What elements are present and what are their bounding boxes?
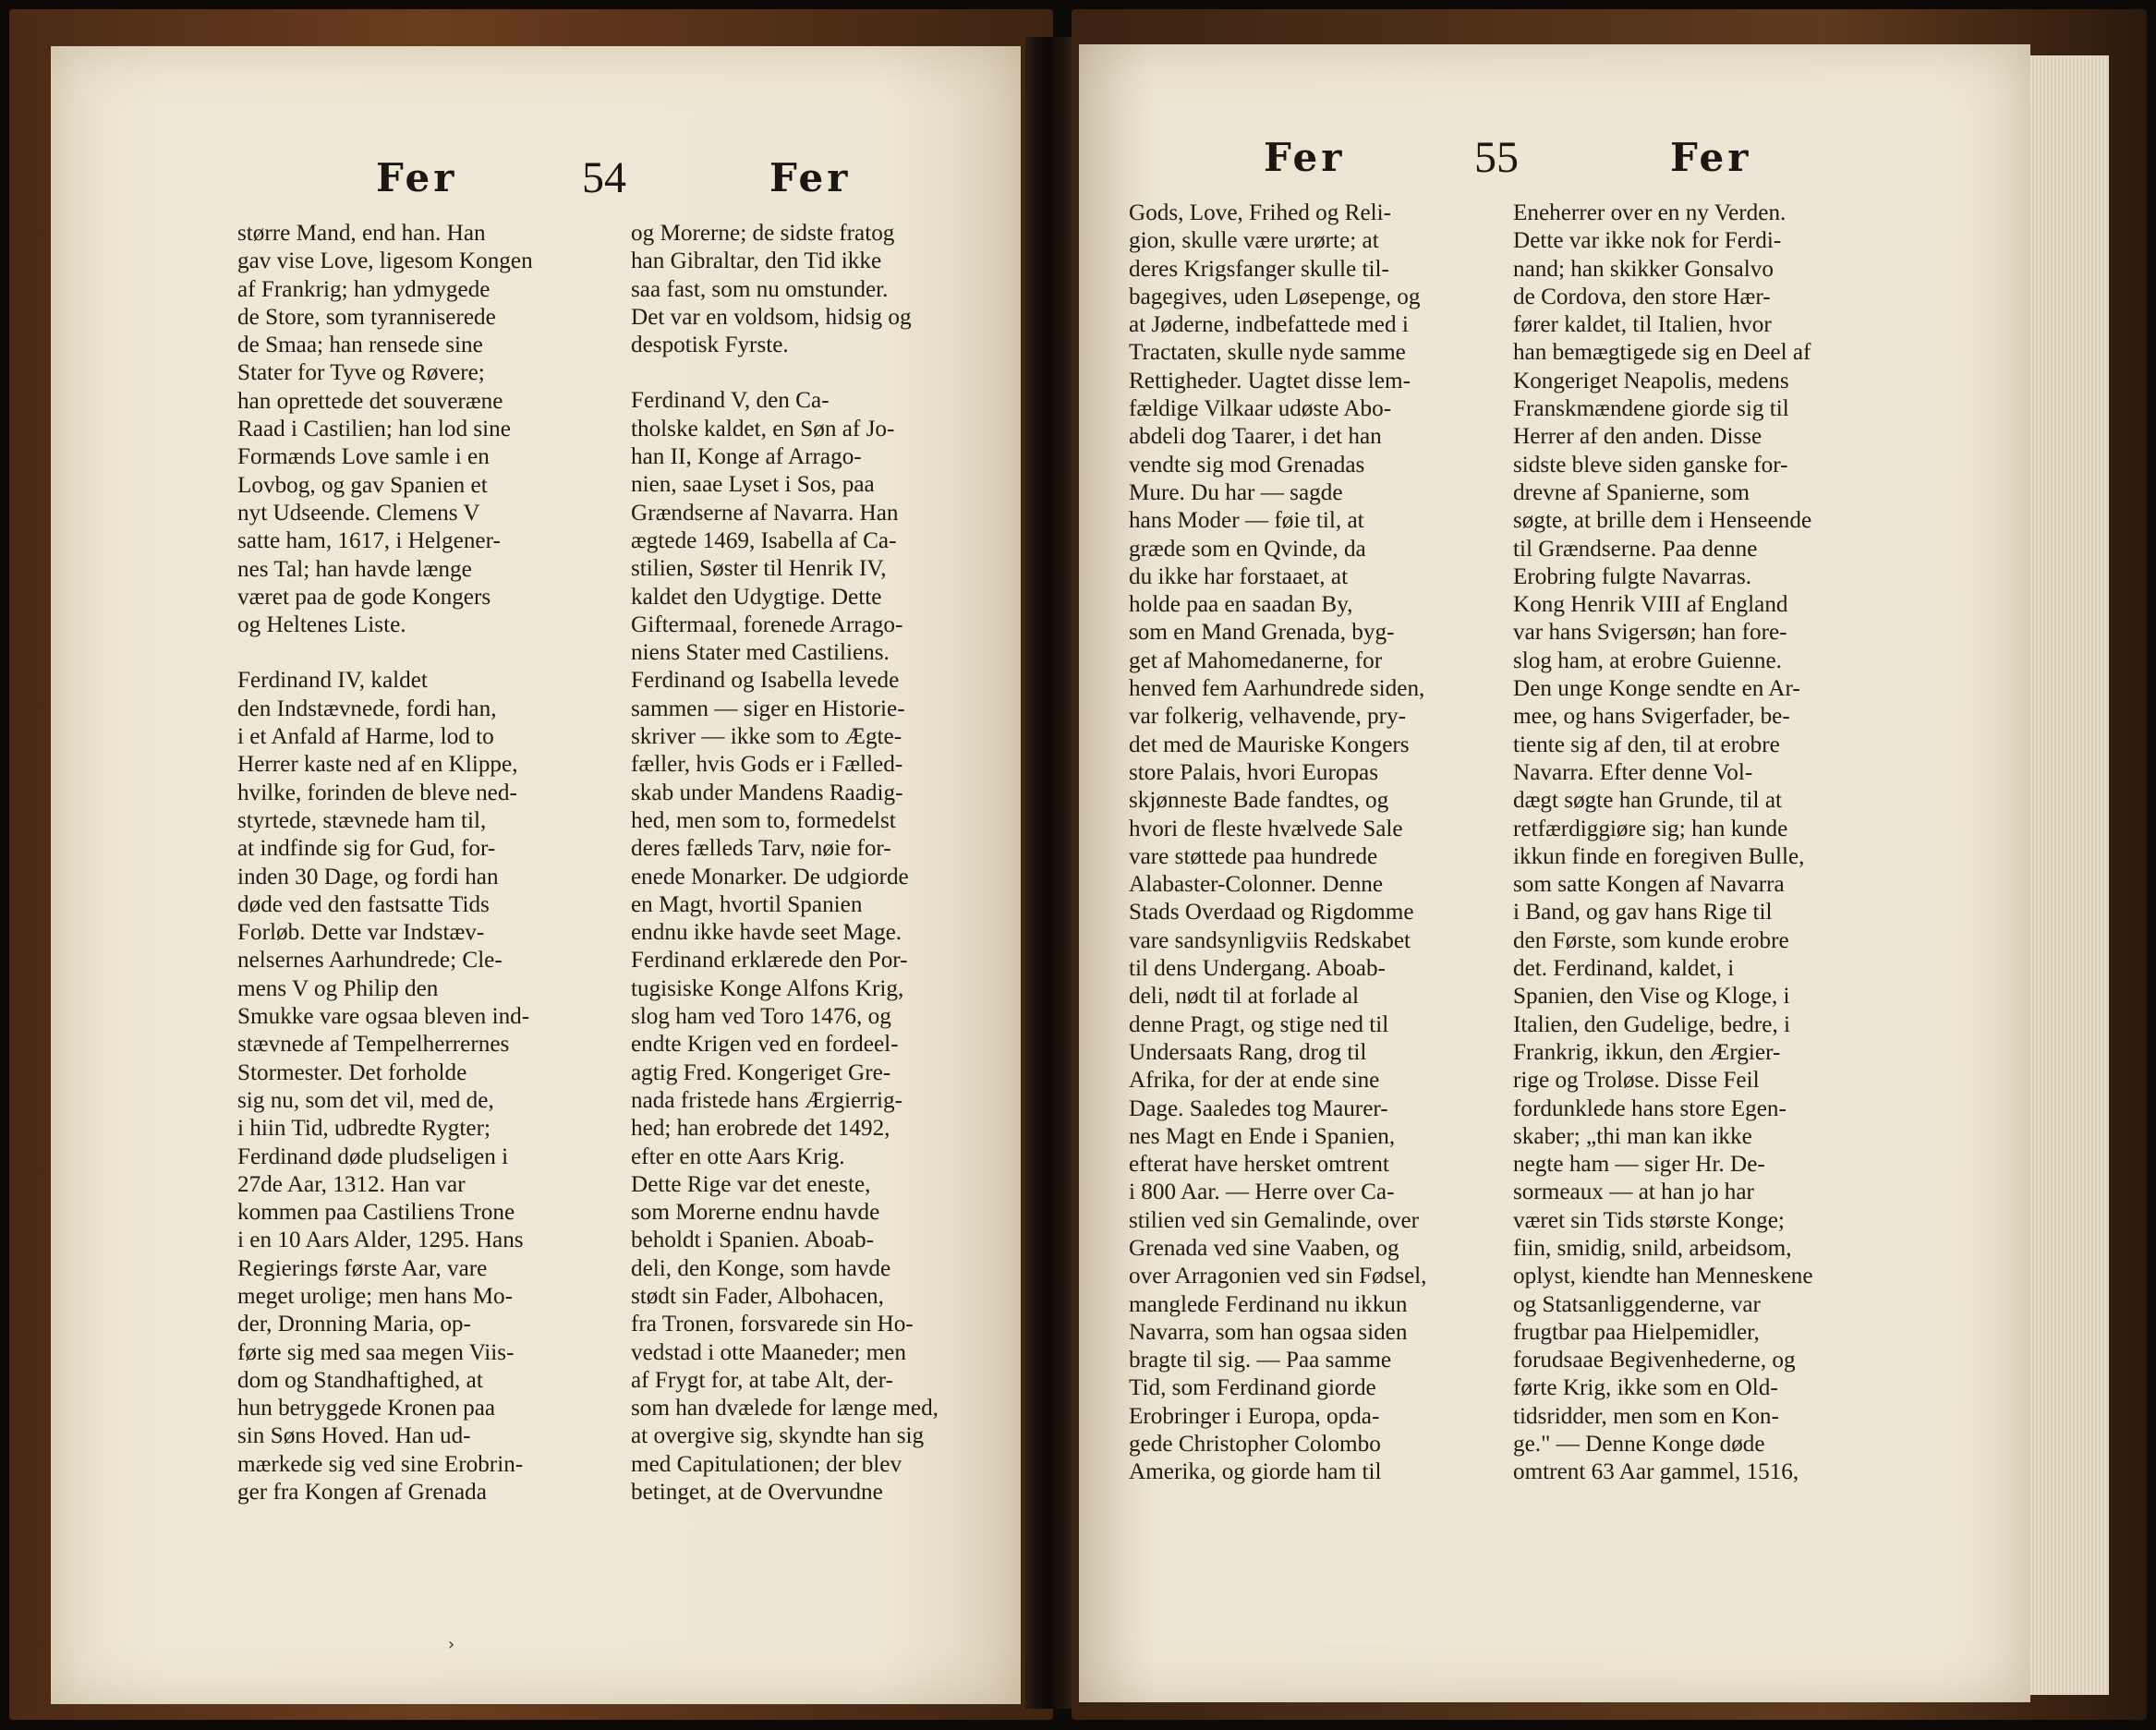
text-line: get af Mahomedanerne, for: [1129, 647, 1383, 673]
text-line: dægt søgte han Grunde, til at: [1513, 788, 1783, 814]
text-line: som en Mand Grenada, byg-: [1129, 620, 1395, 646]
text-line: deres fælleds Tarv, nøie for-: [631, 836, 891, 862]
paragraph-gap: [631, 359, 939, 387]
text-line: tugisiske Konge Alfons Krig,: [631, 975, 904, 1001]
text-line: stødt sin Fader, Albohacen,: [631, 1283, 884, 1309]
text-line: Den unge Konge sendte en Ar-: [1513, 676, 1800, 702]
text-line: manglede Ferdinand nu ikkun: [1129, 1291, 1408, 1317]
text-line: holde paa en saadan By,: [1129, 592, 1353, 618]
text-line: Franskmændene giorde sig til: [1513, 396, 1789, 422]
text-line: han II, Konge af Arrago-: [631, 444, 862, 470]
page-number: 55: [1474, 133, 1519, 182]
running-head-right: Fer: [769, 155, 852, 200]
text-line: de Store, som tyranniserede: [237, 304, 496, 330]
text-line: Erobringer i Europa, opda-: [1129, 1403, 1380, 1429]
text-line: var folkerig, velhavende, pry-: [1129, 704, 1407, 730]
scan-gutter: [1025, 37, 1072, 1709]
text-line: frugtbar paa Hielpemidler,: [1513, 1319, 1760, 1345]
text-line: betinget, at de Overvundne: [631, 1480, 883, 1506]
text-line: despotisk Fyrste.: [631, 333, 789, 358]
text-line: Regierings første Aar, vare: [237, 1255, 488, 1281]
text-line: styrtede, stævnede ham til,: [237, 807, 487, 833]
page-54: [51, 46, 1021, 1704]
text-line: gede Christopher Colombo: [1129, 1432, 1381, 1458]
text-line: Kongeriget Neapolis, medens: [1513, 368, 1789, 393]
text-line: Ferdinand døde pludseligen i: [237, 1143, 509, 1169]
text-line: slog ham, at erobre Guienne.: [1513, 647, 1782, 673]
text-line: deres Krigsfanger skulle til-: [1129, 256, 1389, 282]
text-line: Navarra, som han ogsaa siden: [1129, 1319, 1408, 1345]
text-line: nien, saae Lyset i Sos, paa: [631, 472, 875, 498]
text-line: Ferdinand V, den Ca-: [631, 388, 830, 414]
text-line: fører kaldet, til Italien, hvor: [1513, 312, 1772, 338]
text-line: det. Ferdinand, kaldet, i: [1513, 956, 1735, 982]
text-line: Herrer af den anden. Disse: [1513, 424, 1762, 450]
text-line: Frankrig, ikkun, den Ærgier-: [1513, 1039, 1781, 1065]
text-line: nand; han skikker Gonsalvo: [1513, 256, 1774, 282]
text-line: efter en otte Aars Krig.: [631, 1143, 845, 1169]
text-line: større Mand, end han. Han: [237, 221, 486, 246]
text-line: ger fra Kongen af Grenada: [237, 1480, 487, 1506]
text-line: du ikke har forstaaet, at: [1129, 563, 1349, 589]
text-line: fordunklede hans store Egen-: [1513, 1095, 1787, 1121]
text-line: rige og Troløse. Disse Feil: [1513, 1068, 1760, 1094]
text-line: deli, nødt til at forlade al: [1129, 984, 1359, 1010]
text-line: omtrent 63 Aar gammel, 1516,: [1513, 1459, 1799, 1485]
text-line: agtig Fred. Kongeriget Gre-: [631, 1059, 891, 1085]
text-line: stilien, Søster til Henrik IV,: [631, 556, 887, 582]
text-line: at Jøderne, indbefattede med i: [1129, 312, 1409, 338]
text-line: at indfinde sig for Gud, for-: [237, 836, 496, 862]
text-line: tidsridder, men som en Kon-: [1513, 1403, 1779, 1429]
text-line: henved fem Aarhundrede siden,: [1129, 676, 1425, 702]
text-line: de Cordova, den store Hær-: [1513, 284, 1771, 309]
text-line: nes Magt en Ende i Spanien,: [1129, 1123, 1396, 1149]
text-line: ægtede 1469, Isabella af Ca-: [631, 527, 897, 553]
text-line: han Gibraltar, den Tid ikke: [631, 248, 882, 274]
text-line: i en 10 Aars Alder, 1295. Hans: [237, 1228, 524, 1253]
text-line: Kong Henrik VIII af England: [1513, 592, 1788, 618]
text-line: store Palais, hvori Europas: [1129, 759, 1379, 785]
text-line: nelsernes Aarhundrede; Cle-: [237, 948, 503, 974]
text-line: oplyst, kiendte han Menneskene: [1513, 1264, 1813, 1289]
text-line: Ferdinand og Isabella levede: [631, 668, 900, 694]
text-line: tiente sig af den, til at erobre: [1513, 732, 1780, 757]
text-line: fiin, smidig, snild, arbeidsom,: [1513, 1235, 1792, 1261]
text-line: Tractaten, skulle nyde samme: [1129, 340, 1406, 366]
text-line: gav vise Love, ligesom Kongen: [237, 248, 533, 274]
text-line: og Heltenes Liste.: [237, 612, 406, 638]
text-line: Smukke vare ogsaa bleven ind-: [237, 1004, 530, 1030]
text-line: førte Krig, ikke som en Old-: [1513, 1375, 1778, 1401]
page-55: [1079, 44, 2030, 1702]
text-line: hvori de fleste hvælvede Sale: [1129, 816, 1403, 841]
text-line: retfærdiggiøre sig; han kunde: [1513, 816, 1788, 841]
text-line: skriver — ikke som to Ægte-: [631, 724, 902, 750]
text-line: han oprettede det souveræne: [237, 388, 503, 414]
text-line: førte sig med saa megen Viis-: [237, 1339, 515, 1365]
text-line: stævnede af Tempelherrernes: [237, 1032, 510, 1058]
text-column-1: [237, 220, 533, 1506]
text-line: og Statsanliggenderne, var: [1513, 1291, 1761, 1317]
text-line: græde som en Qvinde, da: [1129, 536, 1366, 562]
text-line: af Frankrig; han ydmygede: [237, 276, 491, 302]
text-line: den Første, som kunde erobre: [1513, 927, 1789, 953]
text-line: hvilke, forinden de bleve ned-: [237, 780, 517, 805]
text-line: Italien, den Gudelige, bedre, i: [1513, 1011, 1791, 1037]
text-column-1: [1129, 200, 1426, 1487]
text-line: i Band, og gav hans Rige til: [1513, 900, 1773, 925]
text-line: tholske kaldet, en Søn af Jo-: [631, 416, 895, 442]
text-line: Lovbog, og gav Spanien et: [237, 472, 488, 498]
text-line: bagegives, uden Løsepenge, og: [1129, 284, 1421, 309]
text-line: bragte til sig. — Paa samme: [1129, 1348, 1391, 1373]
text-line: Dette Rige var det eneste,: [631, 1171, 871, 1197]
text-line: Stads Overdaad og Rigdomme: [1129, 900, 1414, 925]
text-line: hans Moder — føie til, at: [1129, 508, 1364, 534]
text-line: drevne af Spanierne, som: [1513, 479, 1750, 505]
text-line: været sin Tids største Konge;: [1513, 1207, 1785, 1233]
text-line: som han dvælede for længe med,: [631, 1396, 939, 1422]
text-line: den Indstævnede, fordi han,: [237, 696, 497, 721]
text-line: mærkede sig ved sine Erobrin-: [237, 1451, 524, 1477]
text-line: at overgive sig, skyndte han sig: [631, 1423, 925, 1449]
text-line: i et Anfald af Harme, lod to: [237, 724, 494, 750]
text-line: fæller, hvis Gods er i Fælled-: [631, 752, 903, 778]
text-line: som Morerne endnu havde: [631, 1200, 880, 1226]
text-line: skjønneste Bade fandtes, og: [1129, 788, 1389, 814]
text-line: Amerika, og giorde ham til: [1129, 1459, 1382, 1485]
text-line: dom og Standhaftighed, at: [237, 1367, 483, 1393]
text-line: Gods, Love, Frihed og Reli-: [1129, 200, 1392, 225]
text-line: Alabaster-Colonner. Denne: [1129, 872, 1384, 898]
text-line: abdeli dog Taarer, i det han: [1129, 424, 1382, 450]
text-line: Giftermaal, forenede Arrago-: [631, 611, 903, 637]
text-line: slog ham ved Toro 1476, og: [631, 1004, 891, 1030]
page-number: 54: [582, 153, 626, 202]
text-line: i 800 Aar. — Herre over Ca-: [1129, 1180, 1395, 1205]
page-edges: [2030, 55, 2109, 1695]
text-line: mens V og Philip den: [237, 975, 439, 1001]
text-line: Erobring fulgte Navarras.: [1513, 563, 1752, 589]
text-line: nes Tal; han havde længe: [237, 556, 472, 582]
page-speck: ›: [448, 1635, 455, 1654]
text-line: Eneherrer over en ny Verden.: [1513, 200, 1787, 225]
text-line: hed; han erobrede det 1492,: [631, 1116, 890, 1142]
text-line: ge." — Denne Konge døde: [1513, 1432, 1765, 1458]
text-line: og Morerne; de sidste fratog: [631, 221, 895, 246]
text-line: Grændserne af Navarra. Han: [631, 500, 899, 526]
text-line: Dage. Saaledes tog Maurer-: [1129, 1095, 1388, 1121]
text-line: været paa de gode Kongers: [237, 584, 491, 610]
running-head-left: Fer: [1264, 135, 1346, 180]
text-line: Spanien, den Vise og Kloge, i: [1513, 984, 1790, 1010]
text-line: skaber; „thi man kan ikke: [1513, 1123, 1752, 1149]
text-line: hun betryggede Kronen paa: [237, 1396, 496, 1422]
text-line: Stater for Tyve og Røvere;: [237, 360, 485, 386]
text-line: Tid, som Ferdinand giorde: [1129, 1375, 1376, 1401]
text-line: mee, og hans Svigerfader, be-: [1513, 704, 1790, 730]
text-line: Raad i Castilien; han lod sine: [237, 417, 511, 442]
text-line: forudsaae Begivenhederne, og: [1513, 1348, 1796, 1373]
text-line: sidste bleve siden ganske for-: [1513, 452, 1788, 478]
text-line: Grenada ved sine Vaaben, og: [1129, 1235, 1399, 1261]
text-column-2: [631, 220, 939, 1506]
text-line: Stormester. Det forholde: [237, 1059, 467, 1085]
text-line: Ferdinand erklærede den Por-: [631, 948, 908, 974]
running-head-right: Fer: [1670, 135, 1752, 180]
text-line: skab under Mandens Raadig-: [631, 780, 903, 805]
text-line: Formænds Love samle i en: [237, 444, 490, 470]
text-line: han bemægtigede sig en Deel af: [1513, 340, 1811, 366]
text-line: Navarra. Efter denne Vol-: [1513, 759, 1753, 785]
text-line: var hans Svigersøn; han fore-: [1513, 620, 1787, 646]
text-line: nada fristede hans Ærgierrig-: [631, 1087, 902, 1113]
text-line: inden 30 Dage, og fordi han: [237, 864, 499, 889]
text-line: deli, den Konge, som havde: [631, 1255, 891, 1281]
text-line: Forløb. Dette var Indstæv-: [237, 920, 485, 946]
text-line: endnu ikke havde seet Mage.: [631, 920, 902, 946]
text-line: hed, men som to, formedelst: [631, 807, 896, 833]
text-line: fra Tronen, forsvarede sin Ho-: [631, 1312, 914, 1337]
text-line: vendte sig mod Grenadas: [1129, 452, 1365, 478]
text-line: efterat have hersket omtrent: [1129, 1152, 1389, 1178]
text-line: det med de Mauriske Kongers: [1129, 732, 1410, 757]
text-line: til dens Undergang. Aboab-: [1129, 956, 1386, 982]
text-line: niens Stater med Castiliens.: [631, 640, 890, 666]
text-line: der, Dronning Maria, op-: [237, 1312, 471, 1337]
text-line: vare støttede paa hundrede: [1129, 843, 1378, 869]
text-line: Rettigheder. Uagtet disse lem-: [1129, 368, 1411, 393]
text-line: sig nu, som det vil, med de,: [237, 1087, 494, 1113]
text-line: satte ham, 1617, i Helgener-: [237, 528, 501, 554]
text-line: døde ved den fastsatte Tids: [237, 891, 490, 917]
text-line: kommen paa Castiliens Trone: [237, 1200, 515, 1226]
text-line: Mure. Du har — sagde: [1129, 479, 1343, 505]
text-line: sammen — siger en Historie-: [631, 696, 905, 721]
text-line: Afrika, for der at ende sine: [1129, 1068, 1380, 1094]
text-line: saa fast, som nu omstunder.: [631, 276, 889, 302]
text-line: gion, skulle være urørte; at: [1129, 228, 1379, 254]
text-line: en Magt, hvortil Spanien: [631, 891, 863, 917]
text-line: Det var en voldsom, hidsig og: [631, 304, 912, 330]
text-line: over Arragonien ved sin Fødsel,: [1129, 1264, 1427, 1289]
text-line: negte ham — siger Hr. De-: [1513, 1152, 1765, 1178]
text-line: Herrer kaste ned af en Klippe,: [237, 752, 518, 778]
text-line: endte Krigen ved en fordeel-: [631, 1032, 899, 1058]
text-line: som satte Kongen af Navarra: [1513, 872, 1785, 898]
text-line: nyt Udseende. Clemens V: [237, 500, 480, 526]
text-line: stilien ved sin Gemalinde, over: [1129, 1207, 1420, 1233]
text-line: Ferdinand IV, kaldet: [237, 668, 428, 694]
text-line: med Capitulationen; der blev: [631, 1451, 902, 1477]
text-line: vedstad i otte Maaneder; men: [631, 1339, 906, 1365]
text-line: fældige Vilkaar udøste Abo-: [1129, 396, 1392, 422]
running-head-left: Fer: [376, 155, 458, 200]
text-line: sin Søns Hoved. Han ud-: [237, 1423, 471, 1449]
text-line: Undersaats Rang, drog til: [1129, 1039, 1367, 1065]
text-line: ikkun finde en foregiven Bulle,: [1513, 843, 1805, 869]
text-line: enede Monarker. De udgiorde: [631, 864, 909, 889]
text-line: Dette var ikke nok for Ferdi-: [1513, 228, 1782, 254]
text-line: kaldet den Udygtige. Dette: [631, 584, 882, 610]
text-line: meget urolige; men hans Mo-: [237, 1283, 513, 1309]
text-line: søgte, at brille dem i Henseende: [1513, 508, 1812, 534]
text-line: vare sandsynligviis Redskabet: [1129, 927, 1411, 953]
text-line: til Grændserne. Paa denne: [1513, 536, 1758, 562]
text-line: sormeaux — at han jo har: [1513, 1180, 1754, 1205]
text-line: denne Pragt, og stige ned til: [1129, 1011, 1389, 1037]
text-line: de Smaa; han rensede sine: [237, 333, 483, 358]
text-line: 27de Aar, 1312. Han var: [237, 1171, 466, 1197]
text-line: i hiin Tid, udbredte Rygter;: [237, 1116, 491, 1142]
text-line: beholdt i Spanien. Aboab-: [631, 1228, 875, 1253]
paragraph-gap: [237, 639, 533, 667]
text-line: af Frygt for, at tabe Alt, der-: [631, 1367, 893, 1393]
text-column-2: [1513, 200, 1813, 1487]
